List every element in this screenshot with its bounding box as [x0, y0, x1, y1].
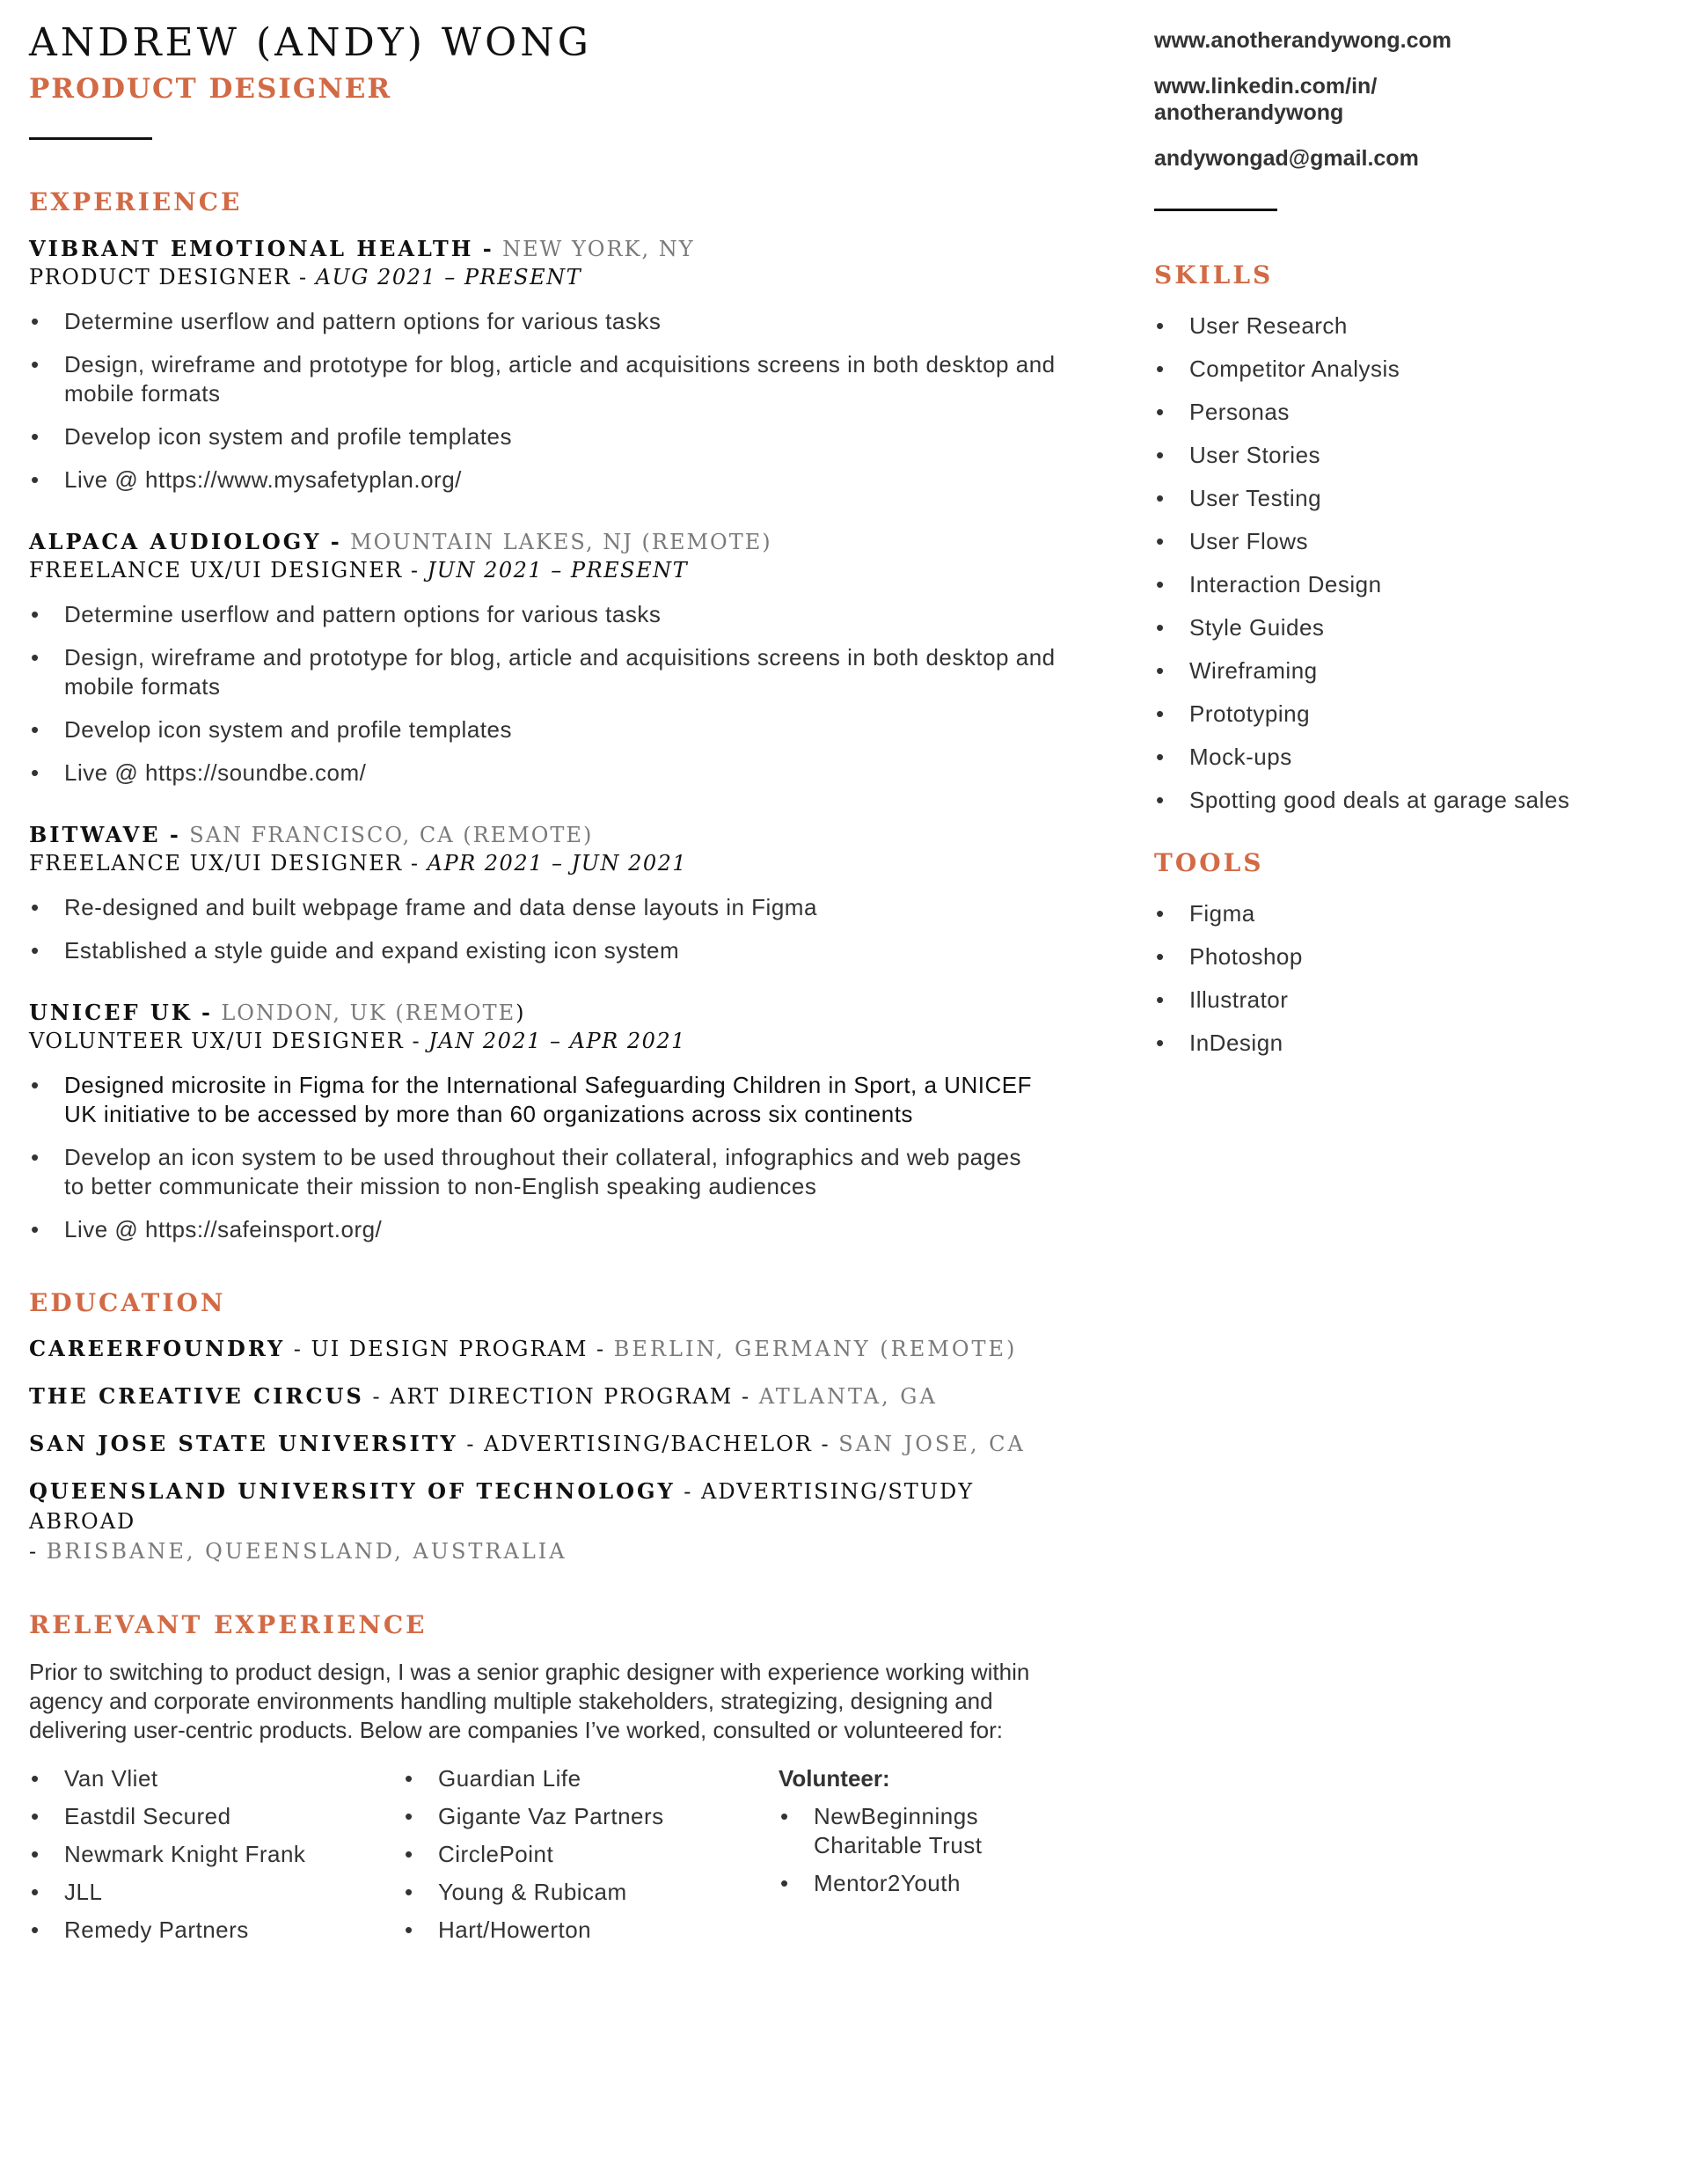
job-title-line: FREELANCE UX/UI DESIGNER - JUN 2021 – PRESENT: [29, 558, 689, 583]
job-title: FREELANCE UX/UI DESIGNER: [29, 558, 403, 583]
job-entry: [29, 999, 1085, 1244]
education-location: ATLANTA, GA: [758, 1384, 938, 1409]
relevant-experience-paragraph: Prior to switching to product design, I was a senior graphic designer with experience working within agency and corporate environments handling multiple stakeholders, strategizing, designing and delivering user-centric products. Below are companies I’ve worked, consulted or volunteered for:: [29, 1659, 1030, 1743]
skills-list: [1154, 311, 1647, 815]
job-entry: [29, 821, 1085, 965]
job-dates: AUG 2021 – PRESENT: [315, 265, 582, 289]
list-item: • Established a style guide and expand existing icon system: [29, 936, 1085, 965]
list-item: • InDesign: [1154, 1029, 1647, 1058]
job-title-line: FREELANCE UX/UI DESIGNER - APR 2021 – JUN 2021: [29, 851, 688, 876]
list-item: • JLL: [29, 1878, 398, 1907]
list-item: • User Stories: [1154, 441, 1647, 470]
job-title-line: VOLUNTEER UX/UI DESIGNER - JAN 2021 – APR 2021: [29, 1029, 686, 1053]
job-header: ALPACA AUDIOLOGY - MOUNTAIN LAKES, NJ (REMOTE): [29, 529, 772, 554]
education-item: CAREERFOUNDRY - UI DESIGN PROGRAM - BERLIN, GERMANY (REMOTE): [29, 1336, 1018, 1361]
list-item: • Competitor Analysis: [1154, 355, 1647, 384]
list-item: • Spotting good deals at garage sales: [1154, 786, 1647, 815]
job-title: FREELANCE UX/UI DESIGNER: [29, 851, 403, 876]
job-header: BITWAVE - SAN FRANCISCO, CA (REMOTE): [29, 822, 594, 847]
companies-column-2: [403, 1764, 755, 1953]
list-item: • Style Guides: [1154, 613, 1647, 642]
companies-list-2: [403, 1764, 755, 1945]
list-item: • User Research: [1154, 311, 1647, 341]
candidate-role: PRODUCT DESIGNER: [29, 73, 392, 105]
list-item: • Designed microsite in Figma for the International Safeguarding Children in Sport, a UNICEF UK initiative to be accessed by more than 60 organizations across six continents: [29, 1071, 1032, 1129]
job-header: UNICEF UK - LONDON, UK (REMOTE): [29, 1000, 526, 1025]
list-item: • Eastdil Secured: [29, 1802, 398, 1831]
education-school: SAN JOSE STATE UNIVERSITY: [29, 1431, 458, 1456]
job-company: UNICEF UK: [29, 1000, 193, 1025]
volunteer-list: [779, 1802, 1042, 1898]
job-dates: APR 2021 – JUN 2021: [427, 851, 688, 876]
job-dates: JUN 2021 – PRESENT: [427, 558, 689, 583]
education-program: ART DIRECTION PROGRAM: [390, 1384, 734, 1409]
education-location: SAN JOSE, CA: [838, 1432, 1026, 1456]
list-item: • Live @ https://soundbe.com/: [29, 759, 1085, 788]
list-item: • Gigante Vaz Partners: [403, 1802, 755, 1831]
list-item: • CirclePoint: [403, 1840, 755, 1869]
job-dates: JAN 2021 – APR 2021: [428, 1029, 686, 1053]
companies-column-1: [29, 1764, 398, 1953]
volunteer-column: [779, 1764, 1042, 1907]
job-company: BITWAVE: [29, 822, 161, 847]
list-item: • Guardian Life: [403, 1764, 755, 1793]
education-school: THE CREATIVE CIRCUS: [29, 1383, 364, 1409]
tools-heading: TOOLS: [1154, 848, 1264, 877]
companies-list: [29, 1764, 1085, 1958]
education-program: UI DESIGN PROGRAM: [311, 1337, 589, 1361]
education-program: ADVERTISING/BACHELOR: [484, 1432, 813, 1456]
education-location: BERLIN, GERMANY (REMOTE): [613, 1337, 1018, 1361]
list-item: • Develop an icon system to be used throughout their collateral, infographics and web pages to better communicate their mission to non-English speaking audiences: [29, 1143, 1032, 1201]
job-entry: [29, 528, 1085, 788]
job-header: VIBRANT EMOTIONAL HEALTH - NEW YORK, NY: [29, 236, 695, 261]
job-company: VIBRANT EMOTIONAL HEALTH: [29, 236, 474, 261]
job-title: VOLUNTEER UX/UI DESIGNER: [29, 1029, 405, 1053]
job-entry: [29, 235, 1085, 495]
list-item: • Re-designed and built webpage frame and data dense layouts in Figma: [29, 893, 1085, 922]
main-column: [29, 21, 1085, 1958]
header-divider: [29, 137, 152, 140]
list-item: • Newmark Knight Frank: [29, 1840, 398, 1869]
list-item: • Van Vliet: [29, 1764, 398, 1793]
tools-list: [1154, 899, 1647, 1058]
list-item: • Remedy Partners: [29, 1916, 398, 1945]
sidebar: [1154, 21, 1647, 1072]
list-item: • Develop icon system and profile templates: [29, 715, 1085, 744]
job-company: ALPACA AUDIOLOGY: [29, 529, 322, 554]
education-program: ADVERTISING/STUDY ABROAD: [29, 1479, 975, 1534]
experience-heading: EXPERIENCE: [29, 187, 243, 216]
education-school: QUEENSLAND UNIVERSITY OF TECHNOLOGY: [29, 1478, 676, 1504]
list-item: • Live @ https://www.mysafetyplan.org/: [29, 465, 1085, 495]
list-item: • Young & Rubicam: [403, 1878, 755, 1907]
linkedin-line-1: www.linkedin.com/in/: [1154, 74, 1378, 99]
list-item: • Design, wireframe and prototype for blog, article and acquisitions screens in both desktop and mobile formats: [29, 350, 1085, 408]
list-item: • Wireframing: [1154, 656, 1647, 685]
education-school: CAREERFOUNDRY: [29, 1336, 286, 1361]
list-item: • Photoshop: [1154, 942, 1647, 971]
list-item: • Design, wireframe and prototype for blog, article and acquisitions screens in both desktop and mobile formats: [29, 643, 1085, 701]
job-location: MOUNTAIN LAKES, NJ (REMOTE): [350, 530, 772, 554]
list-item: • Determine userflow and pattern options for various tasks: [29, 307, 1085, 336]
website-link[interactable]: www.anotherandywong.com: [1154, 28, 1451, 53]
job-bullets: [29, 307, 1085, 495]
job-title: PRODUCT DESIGNER: [29, 265, 291, 289]
list-item: • Determine userflow and pattern options for various tasks: [29, 600, 1085, 629]
job-bullets: [29, 893, 1085, 965]
job-location-paren: ): [515, 1000, 526, 1025]
list-item: • Illustrator: [1154, 986, 1647, 1015]
list-item: • Hart/Howerton: [403, 1916, 755, 1945]
list-item: • Live @ https://safeinsport.org/: [29, 1215, 1085, 1244]
job-bullets: [29, 600, 1085, 788]
list-item: • NewBeginnings Charitable Trust: [779, 1802, 1016, 1860]
job-bullets: [29, 1071, 1085, 1244]
skills-heading: SKILLS: [1154, 260, 1274, 289]
education-location: BRISBANE, QUEENSLAND, AUSTRALIA: [46, 1539, 567, 1564]
education-item: THE CREATIVE CIRCUS - ART DIRECTION PROGRAM - ATLANTA, GA: [29, 1383, 938, 1409]
education-item: QUEENSLAND UNIVERSITY OF TECHNOLOGY - ADVERTISING/STUDY ABROAD - BRISBANE, QUEENSLAND, AUSTRALIA: [29, 1478, 975, 1564]
list-item: • Mock-ups: [1154, 743, 1647, 772]
list-item: • User Testing: [1154, 484, 1647, 513]
email-link[interactable]: andywongad@gmail.com: [1154, 146, 1419, 171]
list-item: • Personas: [1154, 398, 1647, 427]
job-location: SAN FRANCISCO, CA (REMOTE): [189, 823, 594, 847]
list-item: • Develop icon system and profile templates: [29, 422, 1085, 451]
job-location: NEW YORK, NY: [502, 237, 695, 261]
linkedin-link[interactable]: [1154, 73, 1647, 126]
job-title-line: PRODUCT DESIGNER - AUG 2021 – PRESENT: [29, 265, 582, 289]
education-heading: EDUCATION: [29, 1288, 226, 1317]
list-item: • Interaction Design: [1154, 570, 1647, 599]
education-item: SAN JOSE STATE UNIVERSITY - ADVERTISING/BACHELOR - SAN JOSE, CA: [29, 1431, 1026, 1456]
companies-list-1: [29, 1764, 398, 1945]
contact-divider: [1154, 209, 1277, 211]
job-location: LONDON, UK (REMOTE: [221, 1000, 516, 1025]
list-item: • Prototyping: [1154, 700, 1647, 729]
candidate-name: ANDREW (ANDY) WONG: [29, 20, 592, 65]
linkedin-line-2: anotherandywong: [1154, 100, 1344, 125]
list-item: • Mentor2Youth: [779, 1869, 1042, 1898]
volunteer-heading: Volunteer:: [779, 1765, 890, 1792]
relevant-experience-heading: RELEVANT EXPERIENCE: [29, 1610, 428, 1639]
list-item: • Figma: [1154, 899, 1647, 928]
education-list: [29, 1334, 1085, 1566]
list-item: • User Flows: [1154, 527, 1647, 556]
